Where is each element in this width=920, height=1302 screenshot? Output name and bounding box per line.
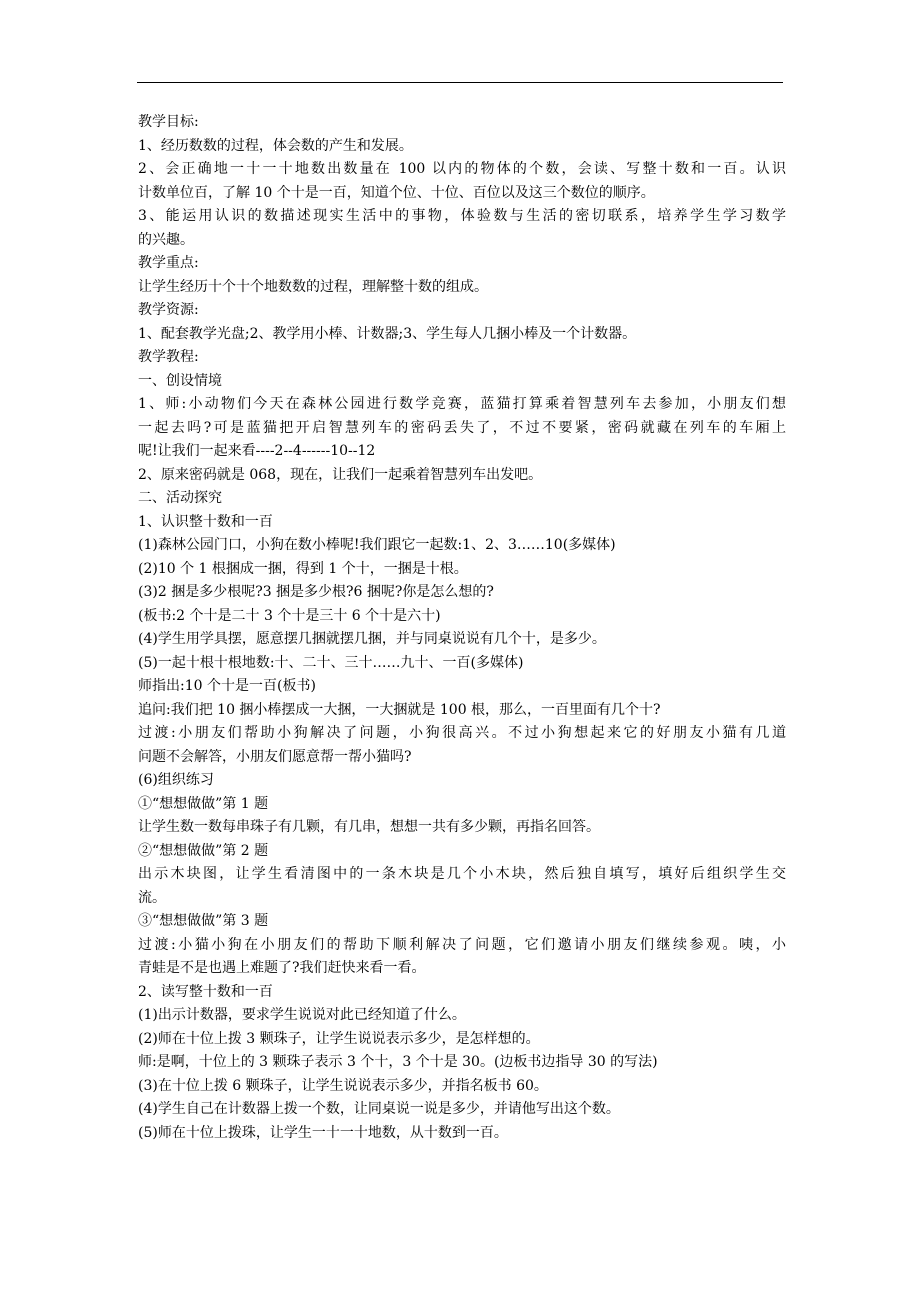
paragraph-line: 1、师:小动物们今天在森林公园进行数学竞赛，蓝猫打算乘着智慧列车去参加，小朋友们想	[138, 396, 786, 412]
paragraph-line: (4)学生用学具摆，愿意摆几捆就摆几捆，并与同桌说说有几个十，是多少。	[138, 631, 606, 647]
paragraph-line: 1、配套教学光盘;2、教学用小棒、计数器;3、学生每人几捆小棒及一个计数器。	[138, 325, 637, 342]
heading-teaching-goals: 教学目标:	[138, 114, 199, 130]
paragraph-line: 师指出:10 个十是一百(板书)	[138, 678, 316, 694]
header-rule	[137, 82, 783, 83]
paragraph-line: (3)在十位上拨 6 颗珠子，让学生说说表示多少，并指名板书 60。	[138, 1077, 548, 1094]
paragraph-line: 让学生数一数每串珠子有几颗，有几串，想想一共有多少颗，再指名回答。	[138, 819, 600, 835]
paragraph-line: 一起去吗?可是蓝猫把开启智慧列车的密码丢失了，不过不要紧，密码就藏在列车的车厢上	[138, 419, 786, 436]
paragraph-line: 过渡:小朋友们帮助小狗解决了问题，小狗很高兴。不过小狗想起来它的好朋友小猫有几道	[138, 725, 786, 741]
paragraph-line: (2)师在十位上拨 3 颗珠子，让学生说说表示多少，是怎样想的。	[138, 1030, 540, 1047]
paragraph-line: (3)2 捆是多少根呢?3 捆是多少根?6 捆呢?你是怎么想的?	[138, 584, 494, 600]
paragraph-line: (板书:2 个十是二十 3 个十是三十 6 个十是六十)	[138, 607, 441, 624]
section-heading: 一、创设情境	[138, 372, 222, 389]
paragraph-line: 2、会正确地一十一十地数出数量在 100 以内的物体的个数，会读、写整十数和一百。认识	[138, 161, 786, 177]
paragraph-line: 问题不会解答，小朋友们愿意帮一帮小猫吗?	[138, 748, 412, 765]
heading-resources: 教学资源:	[138, 302, 199, 318]
paragraph-line: (6)组织练习	[138, 772, 214, 788]
subsection-heading: 1、认识整十数和一百	[138, 513, 273, 530]
paragraph-line: (5)师在十位上拨珠，让学生一十一十地数，从十数到一百。	[138, 1124, 508, 1141]
document-body	[138, 111, 786, 1145]
paragraph-line: 计数单位百，了解 10 个十是一百，知道个位、十位、百位以及这三个数位的顺序。	[138, 184, 655, 201]
paragraph-line: 2、原来密码就是 068，现在，让我们一起乘着智慧列车出发吧。	[138, 466, 543, 483]
paragraph-line: ②“想想做做”第 2 题	[138, 842, 269, 859]
paragraph-line: 出示木块图，让学生看清图中的一条木块是几个小木块，然后独自填写，填好后组织学生交	[138, 866, 786, 882]
paragraph-line: ③“想想做做”第 3 题	[138, 913, 269, 929]
paragraph-line: 青蛙是不是也遇上难题了?我们赶快来看一看。	[138, 960, 426, 976]
paragraph-line: ①“想想做做”第 1 题	[138, 795, 269, 812]
paragraph-line: 3、能运用认识的数描述现实生活中的事物，体验数与生活的密切联系，培养学生学习数学	[138, 208, 786, 224]
paragraph-line: (1)出示计数器，要求学生说说对此已经知道了什么。	[138, 1007, 466, 1023]
paragraph-line: 呢!让我们一起来看----2--4------10--12	[138, 443, 376, 459]
paragraph-line: (5)一起十根十根地数:十、二十、三十……九十、一百(多媒体)	[138, 654, 524, 671]
paragraph-line: 师:是啊，十位上的 3 颗珠子表示 3 个十，3 个十是 30。(边板书边指导 30 的写法)	[138, 1054, 658, 1070]
paragraph-line: 追问:我们把 10 捆小棒摆成一大捆，一大捆就是 100 根，那么，一百里面有几个十?	[138, 701, 661, 718]
subsection-heading: 2、读写整十数和一百	[138, 983, 273, 1000]
paragraph-line: 流。	[138, 889, 166, 906]
paragraph-line: 过渡:小猫小狗在小朋友们的帮助下顺利解决了问题，它们邀请小朋友们继续参观。咦，小	[138, 936, 786, 953]
paragraph-line: 1、经历数数的过程，体会数的产生和发展。	[138, 137, 413, 154]
paragraph-line: 让学生经历十个十个地数数的过程，理解整十数的组成。	[138, 278, 488, 295]
section-heading: 二、活动探究	[138, 490, 222, 506]
paragraph-line: (2)10 个 1 根捆成一捆，得到 1 个十，一捆是十根。	[138, 560, 468, 577]
heading-process: 教学教程:	[138, 349, 199, 365]
heading-key-points: 教学重点:	[138, 255, 199, 271]
paragraph-line: 的兴趣。	[138, 231, 194, 248]
paragraph-line: (1)森林公园门口，小狗在数小棒呢!我们跟它一起数:1、2、3……10(多媒体)	[138, 537, 616, 553]
paragraph-line: (4)学生自己在计数器上拨一个数，让同桌说一说是多少，并请他写出这个数。	[138, 1101, 620, 1117]
